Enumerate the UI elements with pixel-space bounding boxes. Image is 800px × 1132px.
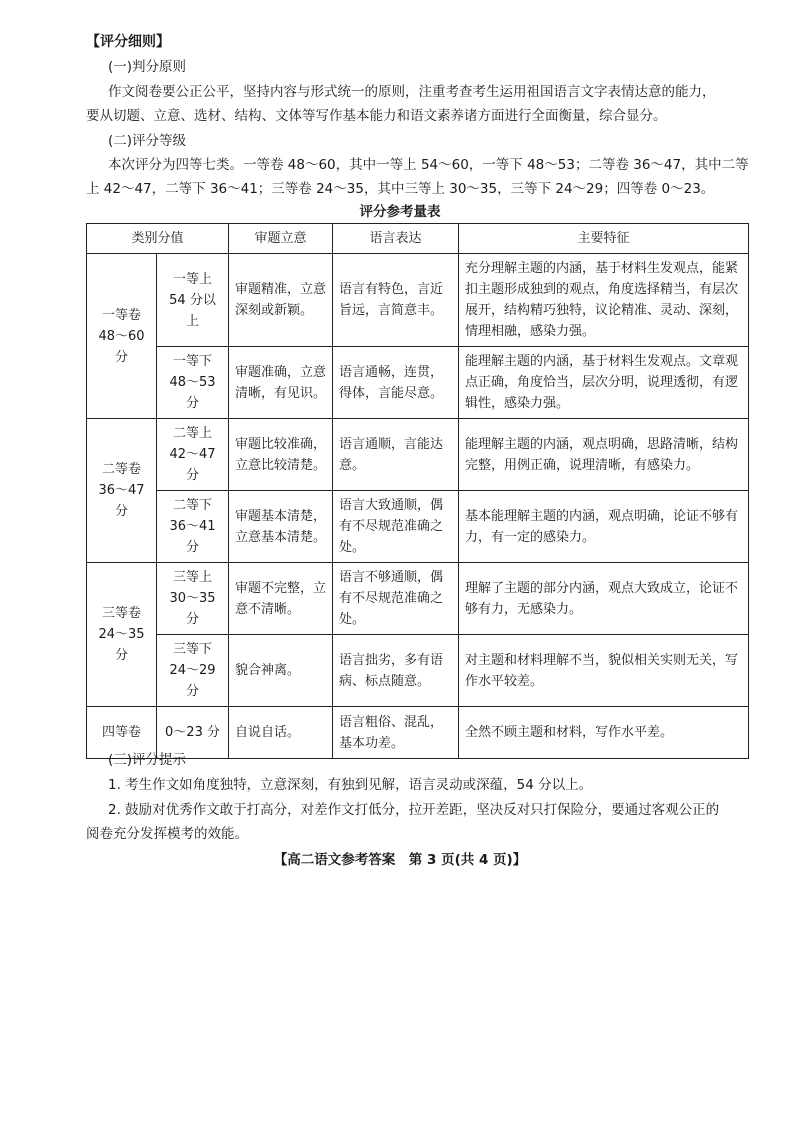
features-cell: 对主题和材料理解不当，貌似相关实则无关，写作水平较差。 [459,635,749,707]
table-row [87,563,749,635]
language-cell: 语言粗俗、混乱，基本功差。 [333,707,459,759]
language-cell: 语言大致通顺，偶有不尽规范准确之处。 [333,491,459,563]
section-header: 【评分细则】 [86,34,170,50]
section-1-paragraph-line-1: 作文阅卷要公正公平，坚持内容与形式统一的原则，注重考查考生运用祖国语言文字表情达意的能力， [108,84,716,100]
language-cell: 语言不够通顺，偶有不尽规范准确之处。 [333,563,459,635]
section-2-paragraph-line-2: 上 42～47，二等下 36～41；三等卷 24～35，其中三等上 30～35，三等下 24～29；四等卷 0～23。 [86,181,715,197]
header-features: 主要特征 [459,224,749,254]
language-cell: 语言通顺，言能达意。 [333,419,459,491]
section-1-title: (一)判分原则 [108,59,187,75]
header-topic: 审题立意 [229,224,333,254]
topic-cell: 审题准确，立意清晰，有见识。 [229,347,333,419]
topic-cell: 审题不完整，立意不清晰。 [229,563,333,635]
features-cell: 理解了主题的部分内涵，观点大致成立，论证不够有力，无感染力。 [459,563,749,635]
header-category-score: 类别分值 [87,224,229,254]
section-2-title: (二)评分等级 [108,133,187,149]
level-label: 三等上 30～35 分 [169,570,216,627]
level-cell [157,563,229,635]
level-cell [157,491,229,563]
level-label: 二等上 42～47 分 [169,426,216,483]
tip-2-line-2: 阅卷充分发挥模考的效能。 [86,826,248,842]
category-cell [87,563,157,707]
category-label: 二等卷 36～47 分 [98,462,145,519]
table-header-row [87,224,749,254]
topic-cell: 审题基本清楚，立意基本清楚。 [229,491,333,563]
features-cell: 全然不顾主题和材料，写作水平差。 [459,707,749,759]
level-label: 二等下 36～41 分 [169,498,216,555]
section-2-paragraph-line-1: 本次评分为四等七类。一等卷 48～60，其中一等上 54～60，一等下 48～53；二等卷 36～47，其中二等 [108,157,749,173]
features-cell: 能理解主题的内涵，基于材料生发观点。文章观点正确，角度恰当，层次分明，说理透彻，有逻辑性，感染力强。 [459,347,749,419]
level-label: 一等下 48～53 分 [169,354,216,411]
features-cell: 充分理解主题的内涵，基于材料生发观点，能紧扣主题形成独到的观点，角度选择精当，有层次展开，结构精巧独特，议论精准、灵动、深刻，情理相融，感染力强。 [459,254,749,347]
category-label: 一等卷 48～60 分 [98,307,145,365]
features-cell: 基本能理解主题的内涵，观点明确，论证不够有力，有一定的感染力。 [459,491,749,563]
table-row [87,254,749,347]
table-title: 评分参考量表 [359,204,441,220]
level-label: 0～23 分 [165,725,220,740]
level-cell [157,419,229,491]
tip-2-line-1: 2. 鼓励对优秀作文敢于打高分，对差作文打低分，拉开差距，坚决反对只打保险分，要通过客观公正的 [108,802,720,818]
level-cell [157,635,229,707]
level-cell [157,254,229,347]
scoring-rubric-table [86,223,749,759]
topic-cell: 自说自话。 [229,707,333,759]
level-cell [157,347,229,419]
category-cell [87,419,157,563]
table-row [87,419,749,491]
level-label: 一等上 54 分以上 [169,271,216,329]
category-label: 三等卷 24～35 分 [98,606,145,663]
level-label: 三等下 24～29 分 [169,642,216,699]
section-1-paragraph-line-2: 要从切题、立意、选材、结构、文体等写作基本能力和语文素养诸方面进行全面衡量，综合显分。 [86,108,667,124]
header-language: 语言表达 [333,224,459,254]
category-cell [87,254,157,419]
language-cell: 语言通畅，连贯，得体，言能尽意。 [333,347,459,419]
section-3-title: (三)评分提示 [108,752,187,768]
tip-1: 1. 考生作文如角度独特，立意深刻，有独到见解，语言灵动或深蕴，54 分以上。 [108,777,593,793]
topic-cell: 审题比较准确，立意比较清楚。 [229,419,333,491]
features-cell: 能理解主题的内涵，观点明确，思路清晰，结构完整，用例正确，说理清晰，有感染力。 [459,419,749,491]
topic-cell: 审题精准，立意深刻或新颖。 [229,254,333,347]
category-label: 四等卷 [101,725,141,740]
language-cell: 语言有特色，言近旨远，言简意丰。 [333,254,459,347]
language-cell: 语言拙劣，多有语病、标点随意。 [333,635,459,707]
table-row [87,347,749,419]
topic-cell: 貌合神离。 [229,635,333,707]
table-row [87,635,749,707]
table-row [87,491,749,563]
page-footer: 【高二语文参考答案 第 3 页(共 4 页)】 [273,852,527,868]
